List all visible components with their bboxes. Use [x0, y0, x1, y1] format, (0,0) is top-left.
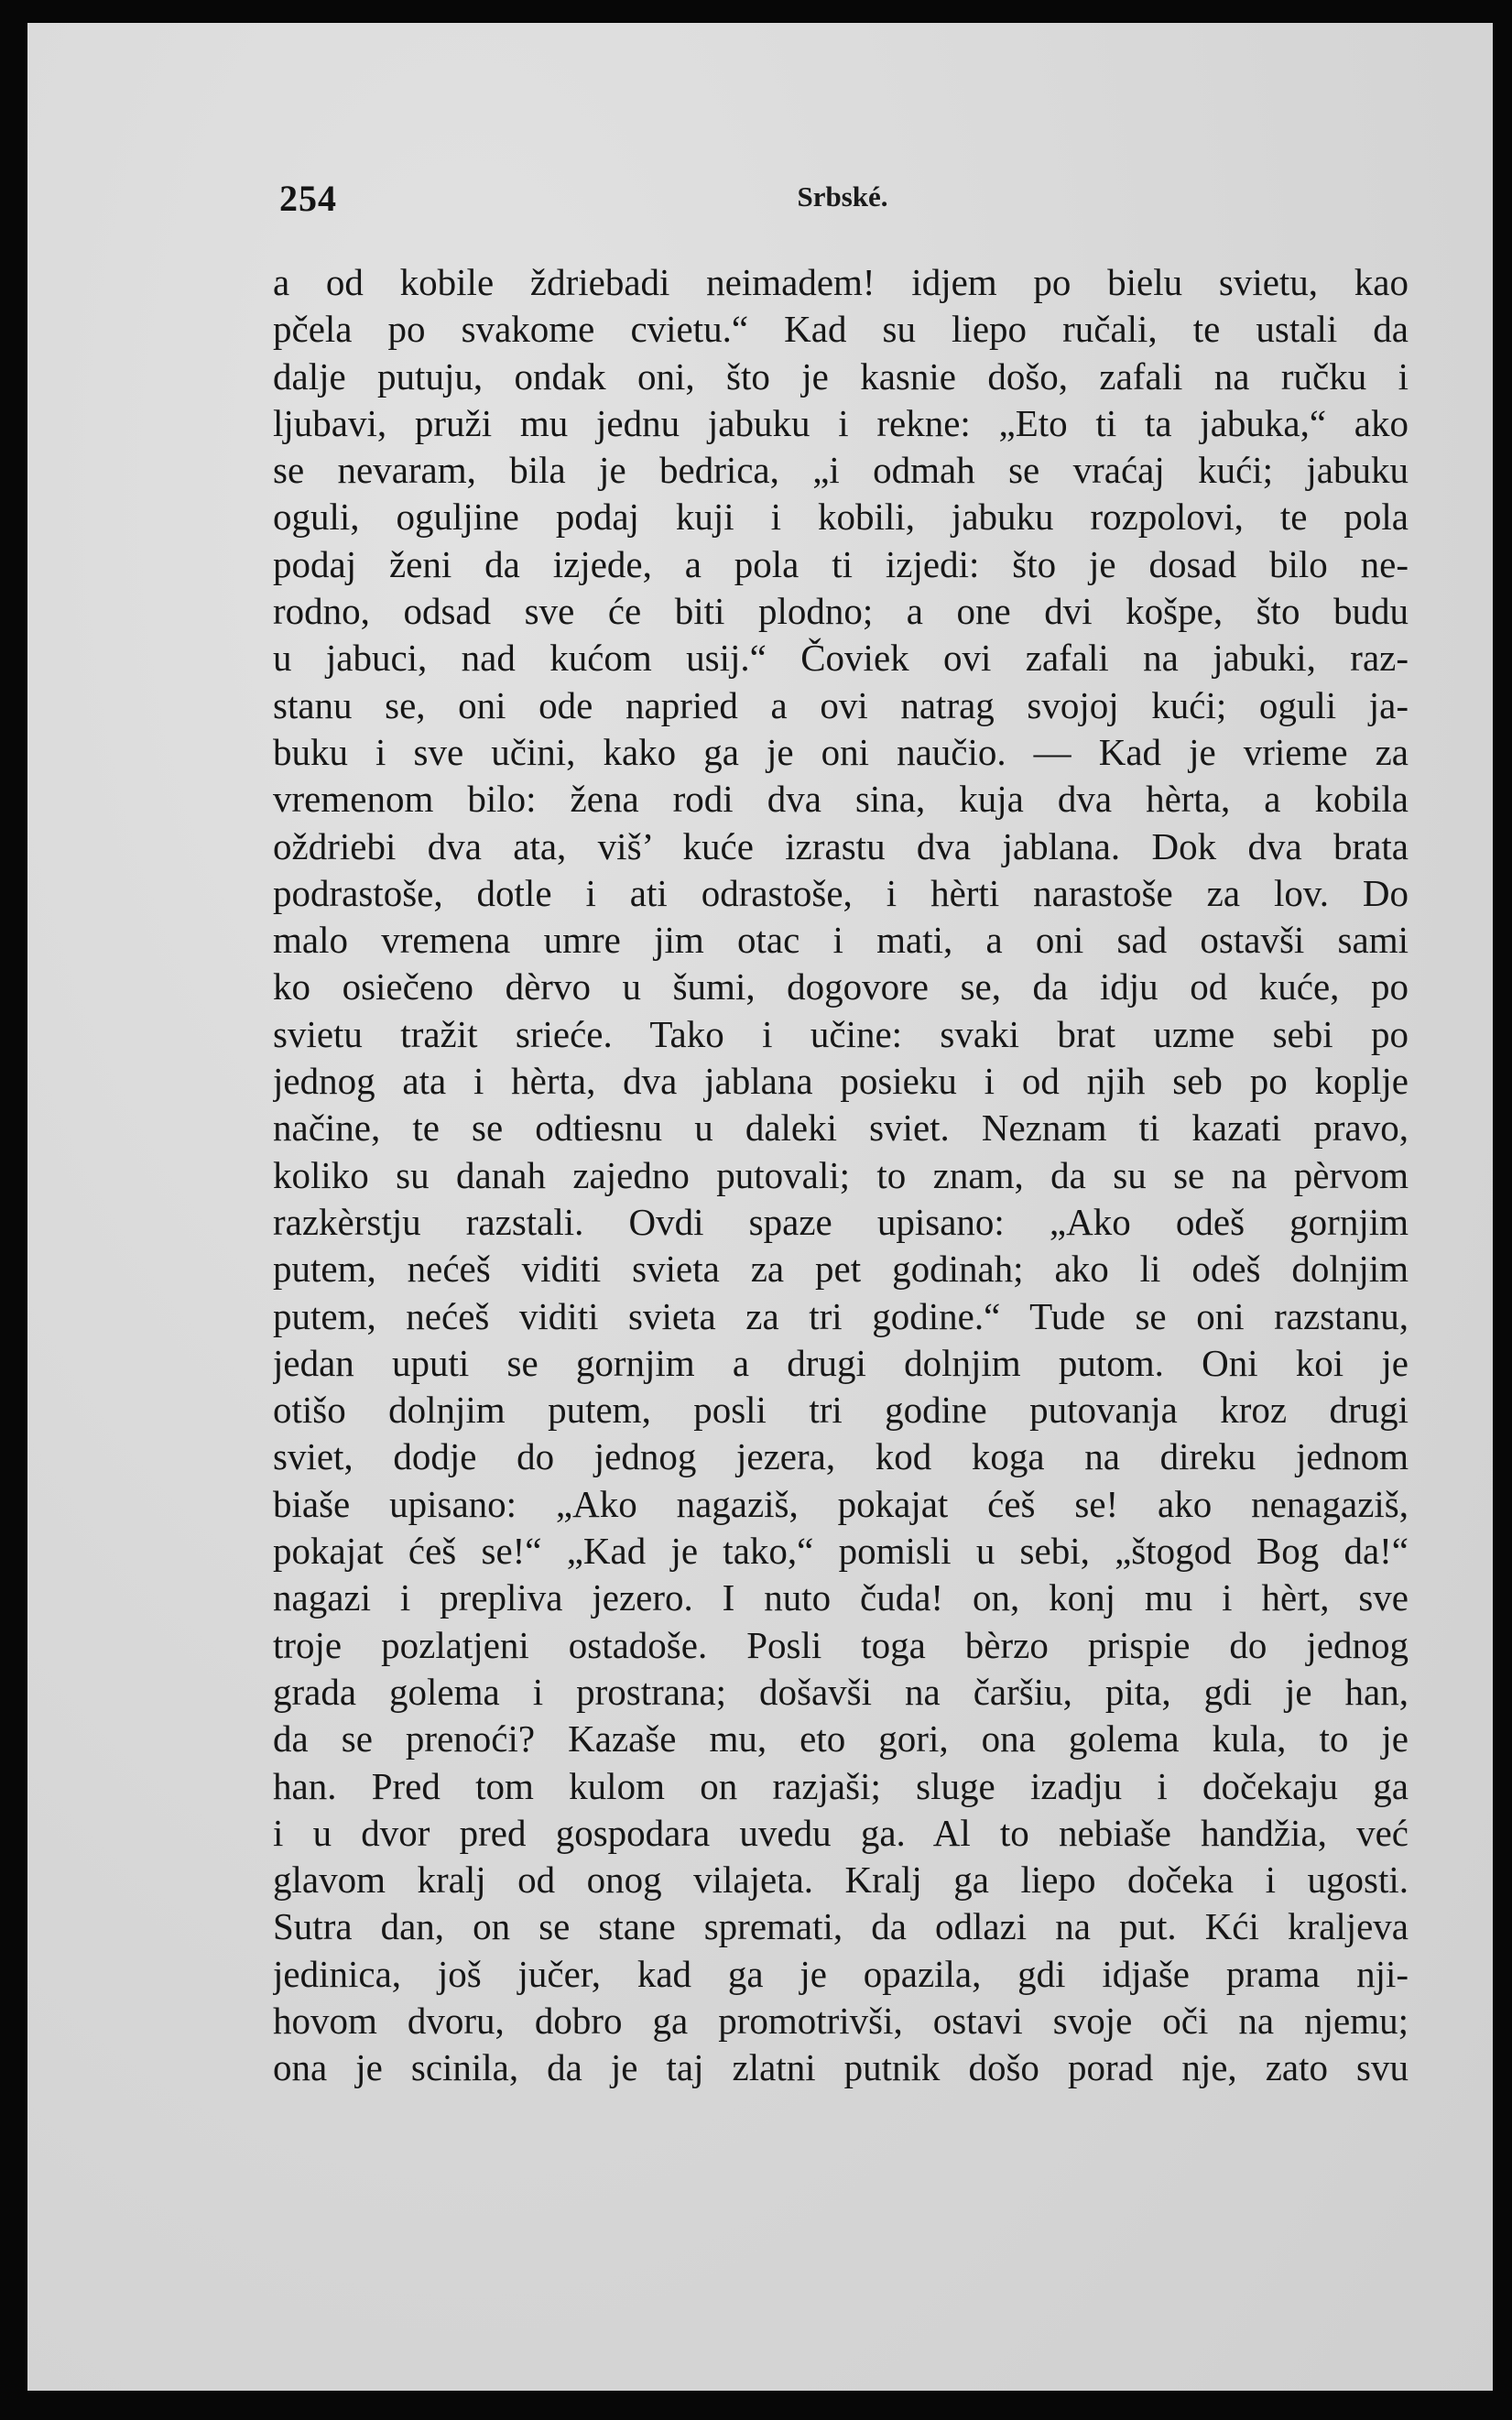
- text-line: ona je scinila, da je taj zlatni putnik došo porad nje, zato svu: [273, 2046, 1409, 2089]
- text-line: putem, nećeš viditi svieta za pet godinah; ako li odeš dolnjim: [273, 1248, 1409, 1291]
- text-line: podrastoše, dotle i ati odrastoše, i hèrti narastoše za lov. Do: [273, 871, 1409, 914]
- text-line: razkèrstju razstali. Ovdi spaze upisano: „Ako odeš gornjim: [273, 1200, 1409, 1243]
- text-line: i u dvor pred gospodara uvedu ga. Al to nebiaše handžia, već: [273, 1811, 1409, 1854]
- text-line: nagazi i prepliva jezero. I nuto čuda! on, konj mu i hèrt, sve: [273, 1576, 1409, 1619]
- running-head: Srbské.: [797, 180, 888, 213]
- text-line: hovom dvoru, dobro ga promotrivši, ostavi svoje oči na njemu;: [273, 1999, 1409, 2042]
- text-line: dalje putuju, ondak oni, što je kasnie došo, zafali na ručku i: [273, 354, 1409, 398]
- text-line: načine, te se odtiesnu u daleki sviet. Neznam ti kazati pravo,: [273, 1106, 1409, 1150]
- text-line: ko osiečeno dèrvo u šumi, dogovore se, da idju od kuće, po: [273, 965, 1409, 1008]
- page-header: [279, 177, 1406, 223]
- text-line: han. Pred tom kulom on razjaši; sluge izadju i dočekaju ga: [273, 1764, 1409, 1807]
- text-line: oguli, oguljine podaj kuji i kobili, jabuku rozpolovi, te pola: [273, 496, 1409, 539]
- text-line: se nevaram, bila je bedrica, „i odmah se vraćaj kući; jabuku: [273, 449, 1409, 492]
- text-line: a od kobile ždriebadi neimadem! idjem po bielu svietu, kao: [273, 261, 1409, 303]
- text-line: malo vremena umre jim otac i mati, a oni sad ostavši sami: [273, 919, 1409, 962]
- text-line: pčela po svakome cvietu.“ Kad su liepo ručali, te ustali da: [273, 308, 1409, 351]
- text-line: oždriebi dva ata, viš’ kuće izrastu dva jablana. Dok dva brata: [273, 824, 1409, 867]
- text-line: vremenom bilo: žena rodi dva sina, kuja dva hèrta, a kobila: [273, 778, 1409, 821]
- text-line: jednog ata i hèrta, dva jablana posieku i od njih seb po koplje: [273, 1060, 1409, 1103]
- text-line: pokajat ćeš se!“ „Kad je tako,“ pomisli u sebi, „štogod Bog da!“: [273, 1530, 1409, 1573]
- text-line: otišo dolnjim putem, posli tri godine putovanja kroz drugi: [273, 1389, 1409, 1432]
- text-line: Sutra dan, on se stane spremati, da odlazi na put. Kći kraljeva: [273, 1905, 1409, 1948]
- text-line: sviet, dodje do jednog jezera, kod koga na direku jednom: [273, 1435, 1409, 1478]
- body-text: [273, 259, 1409, 2092]
- text-line: biaše upisano: „Ako nagaziš, pokajat ćeš se! ako nenagaziš,: [273, 1482, 1409, 1525]
- text-line: stanu se, oni ode napried a ovi natrag svojoj kući; oguli ja-: [273, 683, 1409, 726]
- text-line: podaj ženi da izjede, a pola ti izjedi: što je dosad bilo ne-: [273, 542, 1409, 585]
- text-line: troje pozlatjeni ostadoše. Posli toga bèrzo prispie do jednog: [273, 1623, 1409, 1666]
- text-line: ljubavi, pruži mu jednu jabuku i rekne: „Eto ti ta jabuka,“ ako: [273, 401, 1409, 444]
- book-page: [27, 23, 1493, 2391]
- text-line: u jabuci, nad kućom usij.“ Čoviek ovi zafali na jabuki, raz-: [273, 637, 1409, 680]
- text-line: jedinica, još jučer, kad ga je opazila, gdi idjaše prama nji-: [273, 1952, 1409, 1995]
- page-number: 254: [279, 178, 337, 219]
- text-line: svietu tražit srieće. Tako i učine: svaki brat uzme sebi po: [273, 1012, 1409, 1055]
- text-line: buku i sve učini, kako ga je oni naučio. — Kad je vrieme za: [273, 730, 1409, 773]
- text-line: rodno, odsad sve će biti plodno; a one dvi košpe, što budu: [273, 590, 1409, 633]
- text-line: glavom kralj od onog vilajeta. Kralj ga liepo dočeka i ugosti.: [273, 1859, 1409, 1902]
- text-line: putem, nećeš viditi svieta za tri godine.“ Tude se oni razstanu,: [273, 1294, 1409, 1337]
- text-line: grada golema i prostrana; došavši na čaršiu, pita, gdi je han,: [273, 1670, 1409, 1713]
- text-line: koliko su danah zajedno putovali; to znam, da su se na pèrvom: [273, 1153, 1409, 1196]
- text-line: da se prenoći? Kazaše mu, eto gori, ona golema kula, to je: [273, 1717, 1409, 1760]
- text-line: jedan uputi se gornjim a drugi dolnjim putom. Oni koi je: [273, 1341, 1409, 1384]
